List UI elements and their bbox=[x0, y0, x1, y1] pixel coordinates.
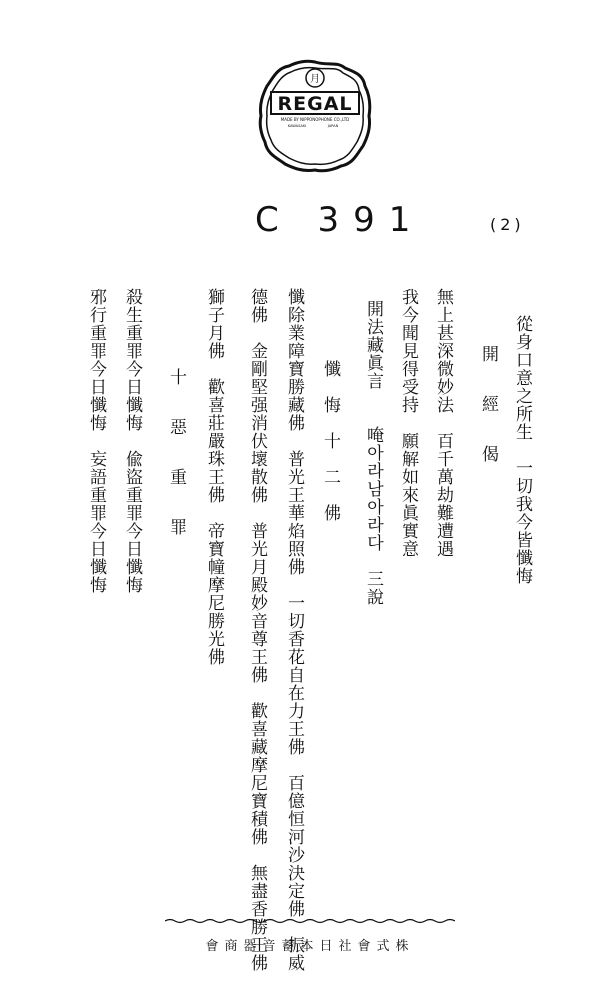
repentance-line-2: 邪行重罪今日懺悔 妄語重罪今日懺悔 bbox=[86, 288, 106, 594]
verse-line-2: 無上甚深微妙法 百千萬劫難遭遇 bbox=[433, 288, 453, 558]
verse-line-3: 我今聞見得受持 願解如來眞實意 bbox=[398, 288, 418, 558]
label-left-small: KAWASAKI bbox=[287, 124, 307, 128]
label-maker-line: MADE BY NIPPONOPHONE CO.,LTD bbox=[280, 117, 350, 122]
heading-ten-evils: 十 惡 重 罪 bbox=[166, 368, 186, 543]
label-emblem: 月 bbox=[310, 74, 320, 85]
side-number: (2) bbox=[490, 215, 525, 234]
label-right-small: JAPAN bbox=[327, 124, 339, 128]
publisher-footer: 會商器音蓄本日社會式株 bbox=[205, 939, 415, 954]
heading-opening-verse: 開 經 偈 bbox=[478, 345, 498, 470]
buddha-names-line-1: 懺除業障寶勝藏佛 普光王華焰照佛 一切香花自在力王佛 百億恒河沙決定佛 振威 bbox=[284, 288, 304, 972]
catalog-number: C 391 bbox=[255, 200, 425, 240]
regal-record-label-logo bbox=[257, 58, 373, 174]
buddha-names-line-2: 德佛 金剛堅强消伏壞散佛 普光月殿妙音尊王佛 歡喜藏摩尼寶積佛 無盡香勝王佛 bbox=[247, 288, 267, 972]
verse-line-1: 從身口意之所生 一切我今皆懺悔 bbox=[512, 315, 532, 585]
repentance-line-1: 殺生重罪今日懺悔 偸盜重罪今日懺悔 bbox=[122, 288, 142, 594]
buddha-names-line-3: 獅子月佛 歡喜莊嚴珠王佛 帝寶幢摩尼勝光佛 bbox=[204, 288, 224, 666]
mantra-line: 開法藏眞言 唵아라남아라다 三說 bbox=[363, 300, 383, 606]
heading-twelve-buddhas: 懺 悔 十 二 佛 bbox=[320, 360, 340, 522]
regal-label-svg bbox=[257, 58, 373, 174]
label-brand: REGAL bbox=[277, 93, 353, 115]
footer-wavy-rule bbox=[165, 918, 455, 924]
